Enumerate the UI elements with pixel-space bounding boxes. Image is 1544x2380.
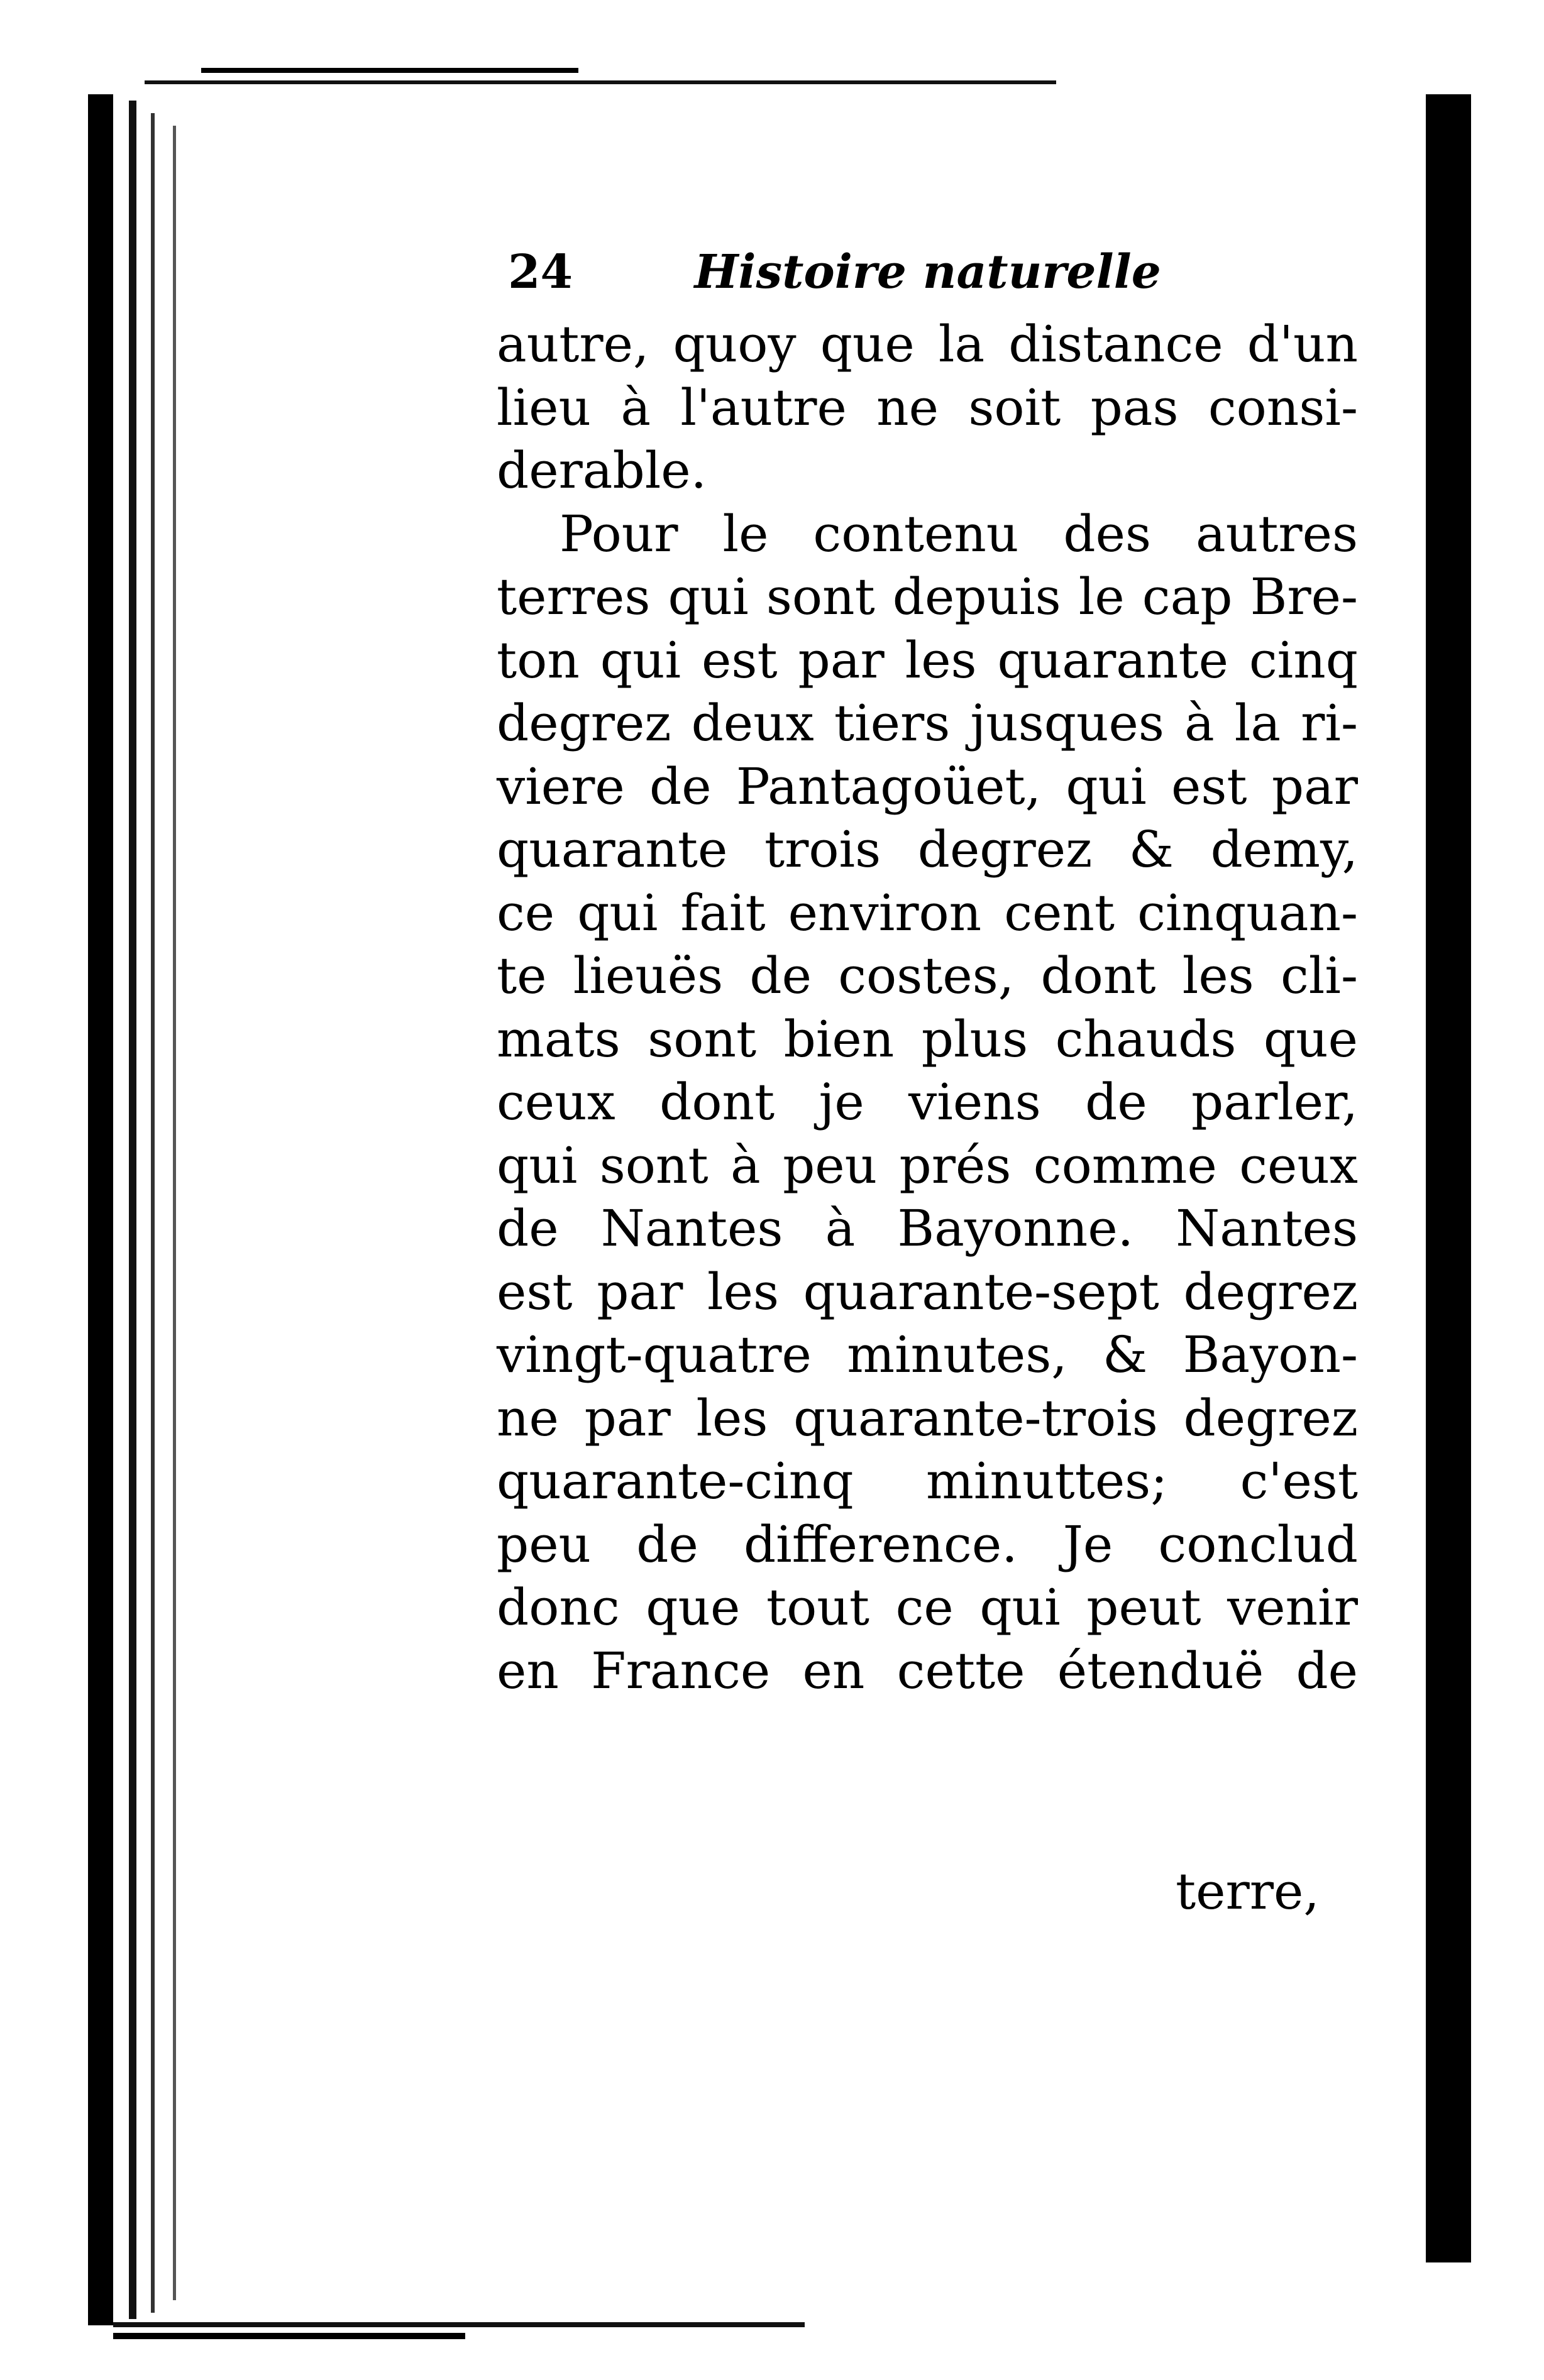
text-line: terres qui sont depuis le cap Bre- [497, 568, 1358, 626]
scan-bottom-rule [113, 2322, 805, 2327]
text-line: est par les quarante-sept degrez [497, 1262, 1358, 1321]
running-head [508, 244, 1325, 300]
scan-right-edge [1426, 94, 1471, 2262]
text-line: viere de Pantagoüet, qui est par [497, 757, 1358, 816]
text-line: vingt-quatre minutes, & Bayon- [497, 1325, 1358, 1384]
running-head-title: Histoire naturelle [694, 245, 1161, 299]
text-line: ce qui fait environ cent cinquan- [497, 883, 1358, 942]
text-line: te lieuës de costes, dont les cli- [497, 946, 1358, 1005]
text-line: donc que tout ce qui peut venir [497, 1578, 1358, 1637]
text-line: quarante-cinq minuttes; c'est [497, 1452, 1358, 1510]
text-line: Pour le contenu des autres [560, 504, 1358, 563]
scan-binding-edge [88, 94, 113, 2325]
body-text [497, 313, 1358, 1703]
text-line: peu de difference. Je conclud [497, 1515, 1358, 1574]
text-line: quarante trois degrez & demy, [497, 820, 1358, 879]
scan-bottom-rule-dark [113, 2333, 465, 2339]
scan-binding-line [129, 101, 136, 2319]
scan-binding-line [173, 126, 176, 2300]
text-line: derable. [497, 441, 707, 500]
page-number: 24 [508, 245, 573, 299]
text-line: ton qui est par les quarante cinq [497, 630, 1358, 689]
scan-top-rule [145, 80, 1056, 84]
text-line: degrez deux tiers jusques à la ri- [497, 694, 1358, 752]
text-line: ceux dont je viens de parler, [497, 1073, 1358, 1131]
text-line: mats sont bien plus chauds que [497, 1009, 1358, 1068]
scan-binding-line [151, 113, 155, 2313]
text-line: autre, quoy que la distance d'un [497, 315, 1358, 373]
text-line: qui sont à peu prés comme ceux [497, 1136, 1358, 1195]
text-line: ne par les quarante-trois degrez [497, 1388, 1358, 1447]
scan-top-rule-dark [201, 68, 578, 73]
text-line: lieu à l'autre ne soit pas consi- [497, 378, 1358, 437]
text-line: en France en cette étenduë de [497, 1641, 1358, 1700]
text-line: de Nantes à Bayonne. Nantes [497, 1199, 1358, 1258]
catchword: terre, [1176, 1862, 1320, 1921]
